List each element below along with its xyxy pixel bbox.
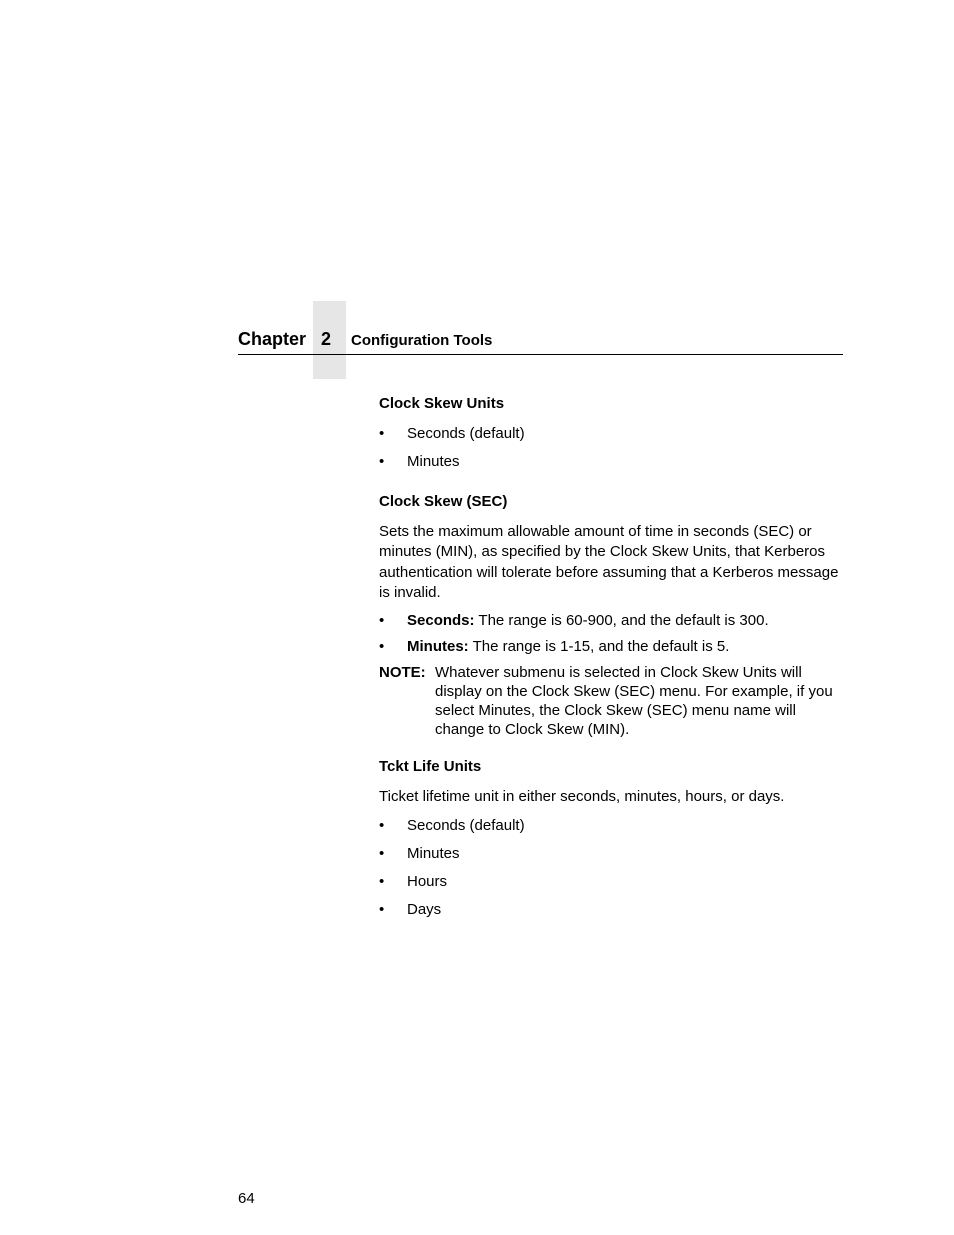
bullet-icon: • <box>379 872 385 890</box>
list-item-text: Minutes <box>407 453 460 470</box>
list-item-text: Seconds (default) <box>407 425 525 442</box>
list-item-text: Minutes <box>407 844 460 862</box>
list-item <box>379 452 849 473</box>
section-clock-skew-sec <box>379 492 849 740</box>
bullet-icon: • <box>379 900 385 918</box>
bullet-list <box>379 816 849 921</box>
list-item <box>379 900 849 921</box>
note-text: Whatever submenu is selected in Clock Skew Units will display on the Clock Skew (SEC) menu. For example, if you select Minutes, the Clock Skew (SEC) menu name will change to Clock Skew (MIN). <box>435 664 833 738</box>
bullet-icon: • <box>379 816 385 834</box>
chapter-number: 2 <box>321 329 332 349</box>
bullet-icon: • <box>379 453 385 470</box>
list-item <box>379 816 849 837</box>
page-content <box>379 394 849 920</box>
section-body: Ticket lifetime unit in either seconds, minutes, hours, or days. <box>379 788 785 805</box>
list-item-term: Seconds: <box>407 611 475 629</box>
list-item <box>379 872 849 893</box>
chapter-title: Configuration Tools <box>351 332 493 349</box>
section-heading: Clock Skew Units <box>379 395 505 412</box>
section-body: Sets the maximum allowable amount of time in seconds (SEC) or minutes (MIN), as specified by the Clock Skew Units, that Kerberos authentication will tolerate before assuming that a Kerberos message is invalid. <box>379 522 839 601</box>
list-item-text: The range is 1-15, and the default is 5. <box>468 637 730 655</box>
page-number: 64 <box>238 1190 255 1207</box>
section-heading: Clock Skew (SEC) <box>379 492 508 510</box>
section-tckt-life-units <box>379 757 849 920</box>
list-item <box>379 611 849 632</box>
section-clock-skew-units <box>379 394 849 473</box>
list-item-text: Days <box>407 900 442 918</box>
bullet-list <box>379 424 849 473</box>
section-heading: Tckt Life Units <box>379 758 482 775</box>
list-item-text: Hours <box>407 872 448 890</box>
list-item <box>379 844 849 865</box>
bullet-list <box>379 611 849 658</box>
bullet-icon: • <box>379 637 385 655</box>
header-divider <box>238 354 843 355</box>
list-item-text: Seconds (default) <box>407 816 525 834</box>
list-item-text: The range is 60-900, and the default is 300. <box>474 611 769 629</box>
bullet-icon: • <box>379 425 385 442</box>
note-block <box>379 663 849 739</box>
list-item <box>379 637 849 658</box>
chapter-label: Chapter <box>238 329 307 349</box>
bullet-icon: • <box>379 611 385 629</box>
list-item-term: Minutes: <box>407 637 469 655</box>
note-label: NOTE: <box>379 664 426 681</box>
bullet-icon: • <box>379 844 385 862</box>
list-item <box>379 424 849 445</box>
